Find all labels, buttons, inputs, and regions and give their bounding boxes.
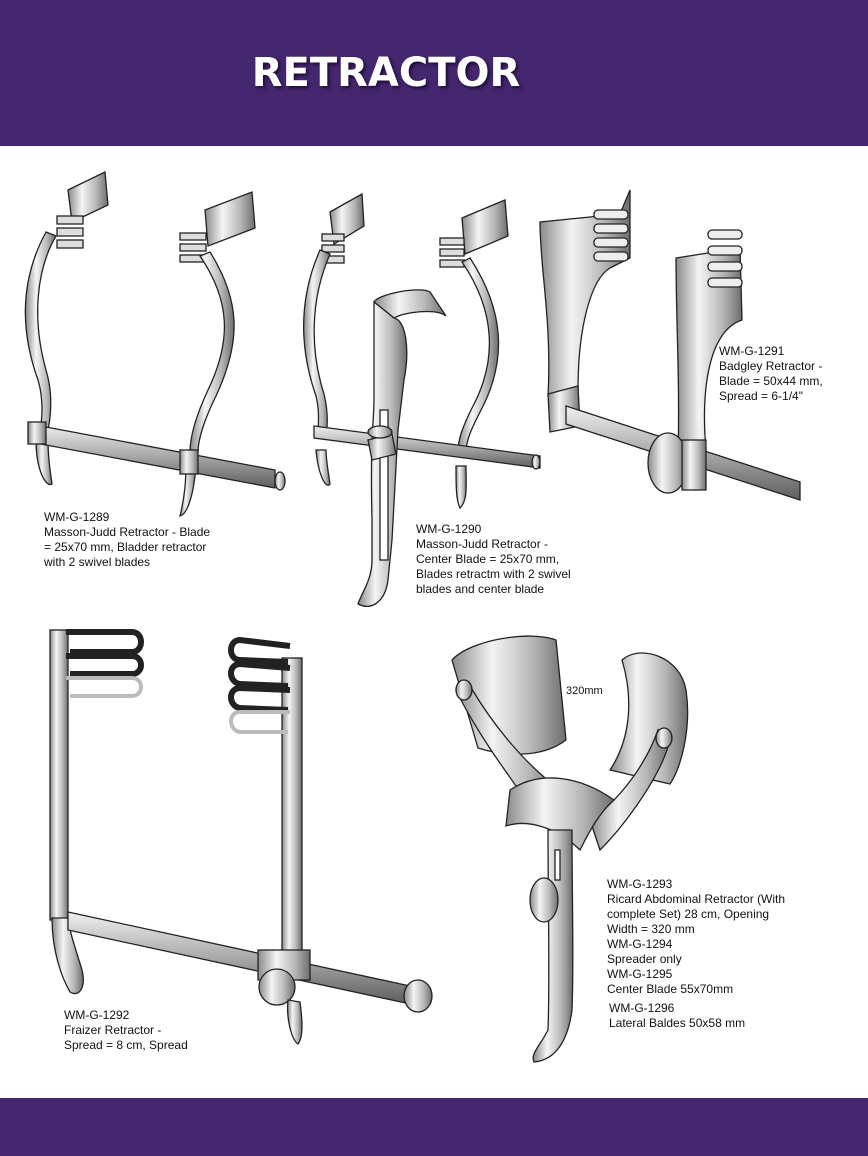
retractor-1293-illustration (452, 636, 688, 1062)
product-code: WM-G-1293 (607, 877, 673, 891)
product-code: WM-G-1290 (416, 522, 482, 536)
product-description: Ricard Abdominal Retractor (With complete Set) 28 cm, Opening Width = 320 mm (607, 892, 786, 936)
product-description: Badgley Retractor - Blade = 50x44 mm, Spread = 6-1/4" (719, 359, 823, 403)
product-code: WM-G-1295 (607, 967, 673, 981)
page-title: RETRACTOR (251, 50, 521, 96)
product-code: WM-G-1296 (609, 1001, 675, 1015)
product-code: WM-G-1289 (44, 510, 110, 524)
product-description: Masson-Judd Retractor - Center Blade = 25x70 mm, Blades retractm with 2 swivel blades and center blade (416, 537, 571, 596)
product-1292 (64, 1008, 188, 1053)
product-description: Fraizer Retractor - Spread = 8 cm, Spread (64, 1023, 188, 1052)
product-code: WM-G-1291 (719, 344, 785, 358)
product-description: Lateral Baldes 50x58 mm (609, 1016, 746, 1030)
retractor-1289-illustration (25, 172, 285, 516)
product-1296 (609, 1001, 745, 1031)
product-code: WM-G-1294 (607, 937, 673, 951)
dimension-label: 320mm (566, 685, 603, 697)
product-description: Masson-Judd Retractor - Blade = 25x70 mm, Bladder retractor with 2 swivel blades (44, 525, 211, 569)
product-1293-group (607, 877, 785, 997)
product-code: WM-G-1292 (64, 1008, 130, 1022)
product-description: Center Blade 55x70mm (607, 982, 734, 996)
product-1290 (416, 522, 571, 597)
product-1289 (44, 510, 210, 570)
product-1291 (719, 344, 823, 404)
retractor-1292-illustration (50, 630, 432, 1044)
product-description: Spreader only (607, 952, 682, 966)
